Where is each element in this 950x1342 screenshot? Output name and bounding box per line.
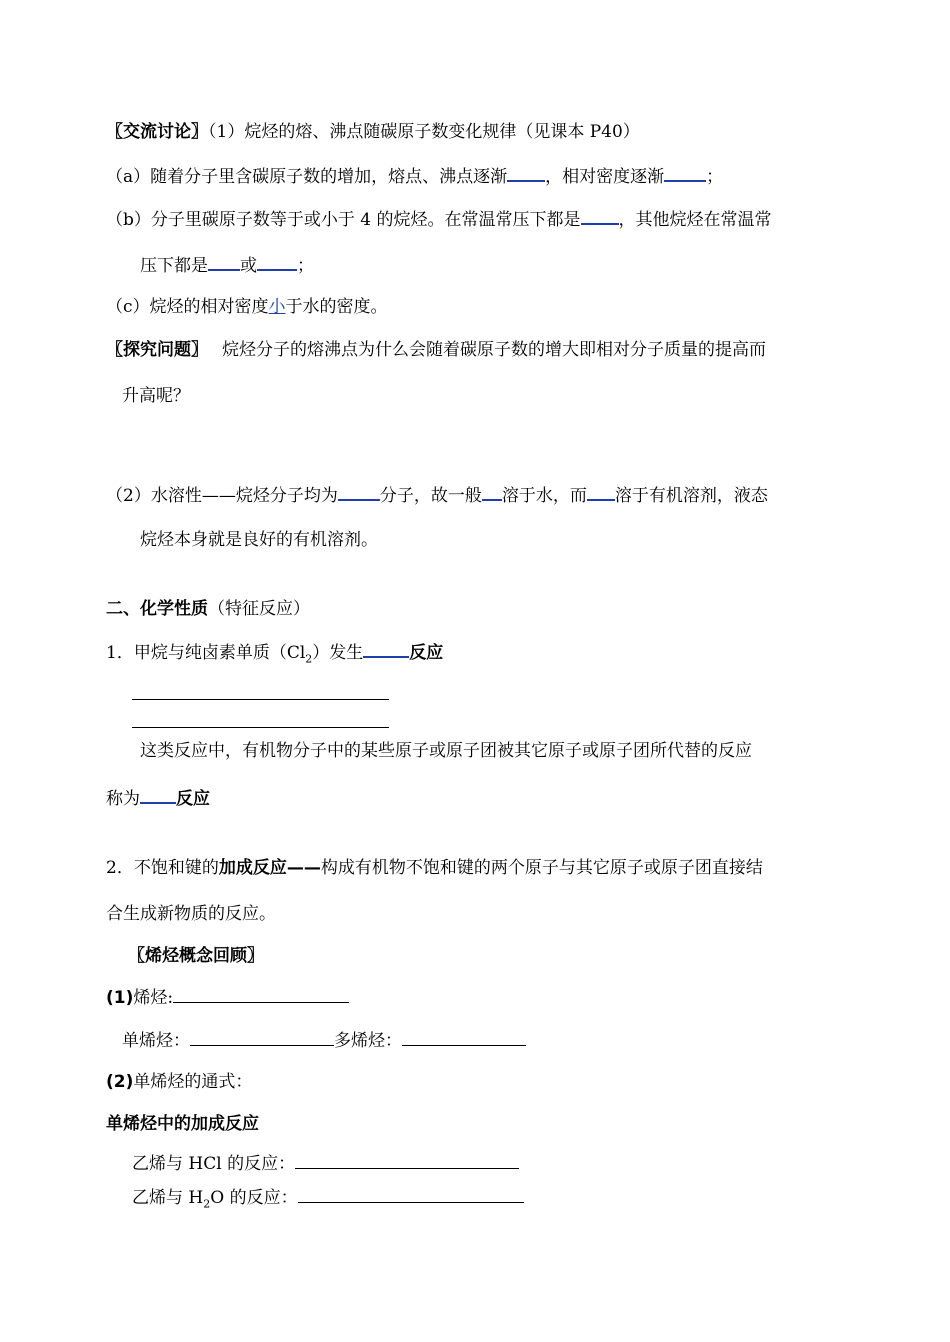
density-answer: 小 [268, 297, 286, 317]
alkene-number-2: (2) [106, 1072, 134, 1092]
substitution-text-2: 称为 [106, 789, 140, 809]
reaction-hcl-line [132, 1152, 519, 1175]
blank-melting-trend[interactable] [507, 164, 545, 182]
item-2-line-2 [106, 903, 276, 925]
line-b-text-1: （b）分子里碳原子数等于或小于 4 的烷烃。在常温常压下都是 [106, 210, 581, 230]
item-1-text-3: 反应 [409, 643, 444, 663]
chem-properties-heading [106, 598, 310, 620]
reaction-water-line [132, 1186, 524, 1215]
blank-density-trend[interactable] [664, 164, 706, 182]
line-b-text-3: 压下都是 [140, 256, 208, 276]
water-text-4: 溶于有机溶剂，液态 [614, 486, 768, 506]
addition-heading: 单烯烃中的加成反应 [106, 1114, 259, 1134]
alkene-def-line [106, 986, 349, 1009]
item-2-text-3: 合生成新物质的反应。 [106, 904, 276, 924]
line-a-text-3: ； [706, 167, 724, 187]
probe-text: 烷烃分子的熔沸点为什么会随着碳原子数的增大即相对分子质量的提高而 [222, 340, 766, 360]
poly-alkene-answer[interactable] [402, 1029, 526, 1046]
blank-polarity[interactable] [338, 483, 380, 501]
line-b-cont [140, 253, 314, 277]
probe-line [106, 339, 766, 361]
water-line-2 [140, 529, 378, 551]
alkene-number-1: (1) [106, 988, 134, 1008]
item-1-text-1: 1．甲烷与纯卤素单质（Cl [106, 643, 306, 663]
answer-line-2[interactable] [132, 727, 389, 728]
water-text-1: （2）水溶性——烷烃分子均为 [106, 486, 338, 506]
discussion-heading: 〖交流讨论〗 [106, 122, 208, 142]
alkene-def-answer[interactable] [173, 986, 349, 1003]
hydrogen-subscript: 2 [203, 1197, 211, 1211]
water-text-3: 溶于水，而 [501, 486, 587, 506]
blank-state-small[interactable] [581, 207, 619, 225]
section-2-subtitle: （特征反应） [208, 599, 310, 619]
review-line [128, 945, 264, 967]
line-a [106, 164, 723, 188]
water-text-5: 烷烃本身就是良好的有机溶剂。 [140, 530, 378, 550]
line-a-text-2: ，相对密度逐渐 [545, 167, 665, 187]
line-c-text-1: （c）烷烃的相对密度 [106, 297, 269, 317]
line-b-text-2: ，其他烷烃在常温常 [618, 210, 772, 230]
addition-heading-line [106, 1113, 259, 1135]
line-b-text-5: ； [297, 256, 314, 276]
item-2-line [106, 857, 763, 879]
answer-line-1[interactable] [132, 699, 389, 700]
review-heading: 〖烯烃概念回顾〗 [128, 946, 264, 966]
blank-state-2[interactable] [257, 253, 297, 271]
water-line [106, 483, 768, 507]
chlorine-subscript: 2 [305, 652, 313, 666]
blank-water-solubility[interactable] [482, 483, 502, 501]
blank-reaction-type-2[interactable] [140, 786, 176, 804]
item-1-text-2: ）发生 [312, 643, 364, 663]
reaction-hcl-label: 乙烯与 HCl 的反应： [132, 1154, 296, 1174]
probe-text-2: 升高呢？ [122, 386, 190, 406]
water-text-2: 分子，故一般 [379, 486, 482, 506]
item-2-text-2: 构成有机物不饱和键的两个原子与其它原子或原子团直接结 [320, 858, 763, 878]
substitution-text-3: 反应 [176, 789, 210, 809]
probe-heading: 〖探究问题〗 [106, 340, 208, 360]
mono-alkene-label: 单烯烃： [122, 1031, 190, 1051]
alkene-def-label: 烯烃: [133, 988, 174, 1008]
item-2-bold: 加成反应—— [218, 858, 321, 878]
probe-line-2 [122, 385, 190, 407]
reaction-water-answer[interactable] [298, 1186, 524, 1203]
reaction-water-label-a: 乙烯与 H [132, 1188, 204, 1208]
item-2-text-1: 2．不饱和键的 [106, 858, 219, 878]
substitution-text-1: 这类反应中，有机物分子中的某些原子或原子团被其它原子或原子团所代替的反应 [140, 741, 752, 761]
discussion-text: （1）烷烃的熔、沸点随碳原子数变化规律（见课本 P40） [208, 122, 640, 142]
line-a-text-1: （a）随着分子里含碳原子数的增加，熔点、沸点逐渐 [106, 167, 508, 187]
line-b-text-4: 或 [240, 256, 257, 276]
blank-organic-solubility[interactable] [587, 483, 615, 501]
mono-alkene-answer[interactable] [190, 1029, 334, 1046]
mono-poly-line [122, 1029, 526, 1052]
discussion-line [106, 121, 640, 143]
reaction-hcl-answer[interactable] [295, 1152, 519, 1169]
blank-state-1[interactable] [208, 253, 240, 271]
line-c-text-2: 于水的密度。 [285, 297, 388, 317]
reaction-water-label-b: O 的反应： [210, 1188, 298, 1208]
item-1-line [106, 640, 443, 670]
formula-line [106, 1071, 252, 1093]
poly-alkene-label: 多烯烃： [334, 1031, 402, 1051]
substitution-line-2 [106, 786, 210, 810]
substitution-line [140, 740, 752, 762]
line-b [106, 207, 772, 231]
line-c [106, 296, 388, 318]
blank-reaction-type-1[interactable] [363, 640, 409, 658]
section-2-title: 二、化学性质 [106, 599, 208, 619]
formula-label: 单烯烃的通式： [133, 1072, 253, 1092]
